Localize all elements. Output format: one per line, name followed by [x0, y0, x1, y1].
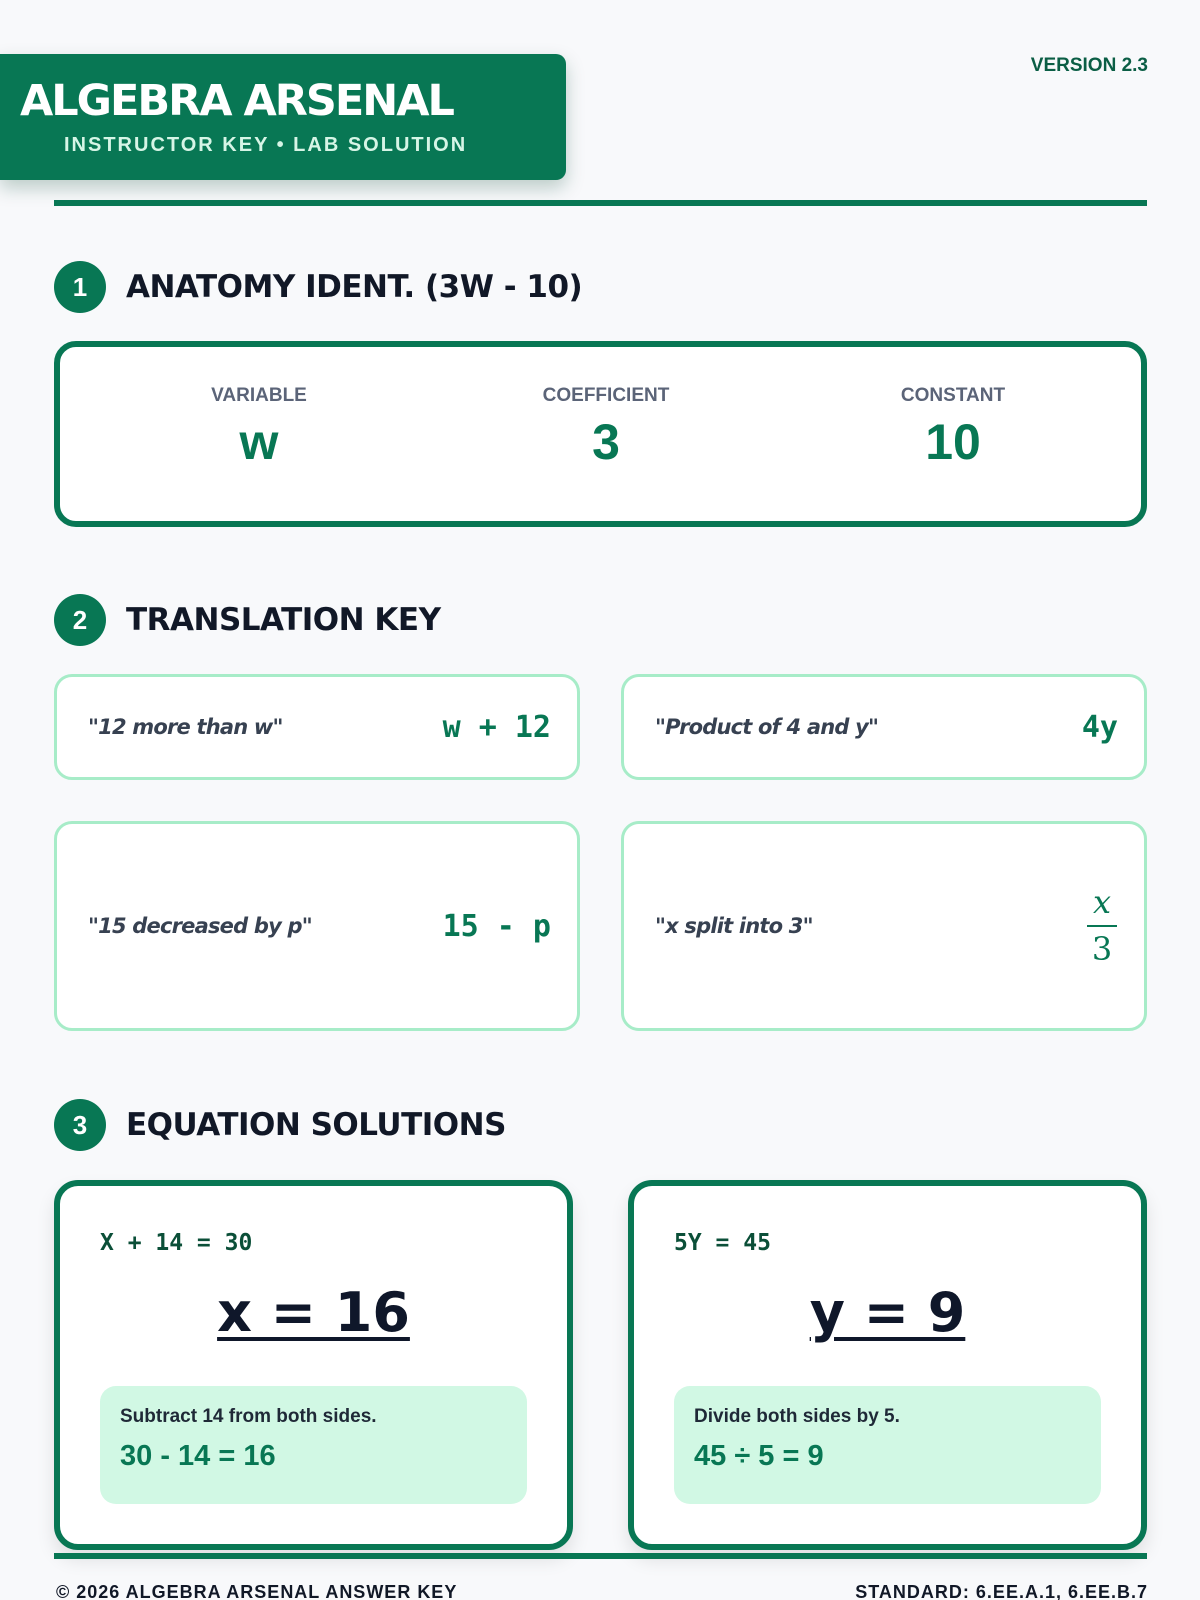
section-number-badge: 3	[54, 1099, 106, 1151]
translation-phrase: "x split into 3"	[655, 914, 813, 938]
anatomy-label: VARIABLE	[211, 385, 307, 406]
footer-copyright: © 2026 ALGEBRA ARSENAL ANSWER KEY	[56, 1582, 458, 1600]
fraction-bar	[1087, 925, 1117, 927]
solution-equation: 5Y = 45	[674, 1230, 771, 1256]
translation-expression: 15 - p	[442, 908, 551, 944]
anatomy-item-variable	[109, 385, 409, 470]
version-label: VERSION 2.3	[1030, 55, 1148, 76]
translation-expression: 4y	[1081, 709, 1118, 745]
translation-phrase: "12 more than w"	[88, 715, 283, 739]
page-subtitle: INSTRUCTOR KEY • LAB SOLUTION	[64, 134, 468, 156]
solution-answer: y = 9	[809, 1281, 966, 1344]
translation-card	[621, 674, 1147, 780]
solution-card	[628, 1180, 1147, 1550]
section-number-badge: 2	[54, 594, 106, 646]
solution-step-math: 30 - 14 = 16	[120, 1440, 276, 1472]
anatomy-value: 10	[925, 414, 981, 470]
anatomy-card	[54, 341, 1147, 527]
title-banner	[0, 54, 566, 180]
section-number-badge: 1	[54, 261, 106, 313]
section-title: EQUATION SOLUTIONS	[126, 1107, 506, 1143]
solution-step-text: Divide both sides by 5.	[694, 1406, 900, 1427]
solution-step-box	[100, 1386, 527, 1504]
section-heading-anatomy	[54, 260, 582, 314]
solution-answer: x = 16	[217, 1281, 410, 1344]
anatomy-label: CONSTANT	[900, 385, 1006, 406]
anatomy-item-coefficient	[456, 385, 756, 470]
section-title: TRANSLATION KEY	[126, 602, 441, 638]
translation-expression: w + 12	[442, 709, 551, 745]
anatomy-label: COEFFICIENT	[542, 385, 670, 406]
translation-phrase: "Product of 4 and y"	[655, 715, 879, 739]
anatomy-value: 3	[592, 414, 620, 470]
section-heading-solutions	[54, 1098, 506, 1152]
solution-step-math: 45 ÷ 5 = 9	[694, 1440, 824, 1472]
solution-step-text: Subtract 14 from both sides.	[120, 1406, 377, 1427]
fraction-numerator: x	[1092, 883, 1112, 922]
translation-card	[54, 674, 580, 780]
fraction-expression	[1086, 884, 1118, 968]
footer-standard: STANDARD: 6.EE.A.1, 6.EE.B.7	[855, 1582, 1148, 1600]
solution-step-box	[674, 1386, 1101, 1504]
translation-phrase: "15 decreased by p"	[88, 914, 312, 938]
section-heading-translation	[54, 593, 441, 647]
solution-card	[54, 1180, 573, 1550]
translation-card	[621, 821, 1147, 1031]
fraction-denominator: 3	[1091, 930, 1113, 968]
solution-equation: X + 14 = 30	[100, 1230, 253, 1256]
header-divider	[54, 200, 1147, 206]
section-title: ANATOMY IDENT. (3W - 10)	[126, 269, 583, 305]
footer-divider	[54, 1553, 1147, 1559]
translation-card	[54, 821, 580, 1031]
anatomy-value: w	[239, 414, 279, 470]
page-title: ALGEBRA ARSENAL	[20, 76, 453, 126]
anatomy-item-constant	[803, 385, 1103, 470]
